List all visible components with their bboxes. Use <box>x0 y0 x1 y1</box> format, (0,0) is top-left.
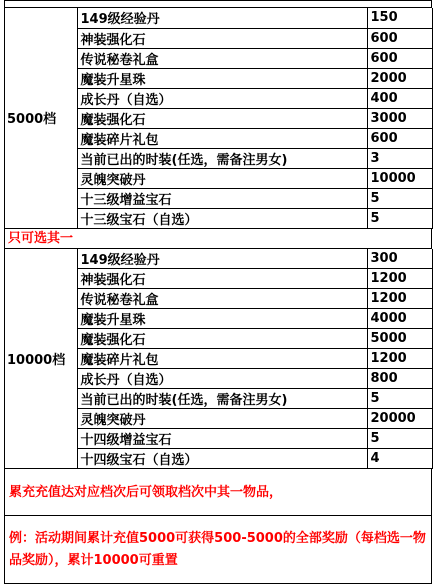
item-name: 传说秘卷礼盒 <box>77 289 367 309</box>
footer-example: 例：活动期间累计充值5000可获得500-5000的全部奖励（每档选一物品奖励），累计10000可重置 <box>5 516 432 584</box>
item-name: 神装强化石 <box>77 28 367 48</box>
tier-label: 10000档 <box>5 249 77 469</box>
item-name: 魔装碎片礼包 <box>77 349 367 369</box>
item-quantity: 400 <box>367 88 432 108</box>
section-note: 只可选其一 <box>5 229 432 249</box>
item-quantity: 3 <box>367 148 432 168</box>
item-quantity: 5 <box>367 429 432 449</box>
item-quantity: 600 <box>367 128 432 148</box>
item-quantity: 20000 <box>367 409 432 429</box>
footer-rule: 累充充值达对应档次后可领取档次中其一物品， <box>5 469 432 516</box>
reward-table-sheet <box>4 0 432 584</box>
tier-10000-table <box>5 249 433 470</box>
item-name: 魔装升星珠 <box>77 309 367 329</box>
item-name: 十三级宝石（自选） <box>77 208 367 228</box>
item-name: 传说秘卷礼盒 <box>77 48 367 68</box>
table-row <box>5 8 432 28</box>
item-name: 十四级增益宝石 <box>77 429 367 449</box>
item-quantity: 1200 <box>367 269 432 289</box>
item-quantity: 600 <box>367 48 432 68</box>
item-quantity: 300 <box>367 249 432 269</box>
item-quantity: 5 <box>367 389 432 409</box>
item-name: 魔装强化石 <box>77 329 367 349</box>
item-quantity: 800 <box>367 369 432 389</box>
item-name: 十三级增益宝石 <box>77 188 367 208</box>
item-name: 成长丹（自选） <box>77 369 367 389</box>
item-quantity: 2000 <box>367 68 432 88</box>
item-quantity: 1200 <box>367 349 432 369</box>
item-quantity: 3000 <box>367 108 432 128</box>
tier-label: 5000档 <box>5 8 77 228</box>
item-quantity: 10000 <box>367 168 432 188</box>
item-quantity: 4000 <box>367 309 432 329</box>
item-name: 灵魄突破丹 <box>77 409 367 429</box>
item-name: 当前已出的时装(任选，需备注男女) <box>77 389 367 409</box>
tier-5000-table <box>5 8 433 229</box>
item-quantity: 600 <box>367 28 432 48</box>
item-quantity: 1200 <box>367 289 432 309</box>
item-quantity: 150 <box>367 8 432 28</box>
item-quantity: 5 <box>367 208 432 228</box>
item-name: 成长丹（自选） <box>77 88 367 108</box>
top-note <box>5 1 432 8</box>
item-name: 149级经验丹 <box>77 8 367 28</box>
item-quantity: 4 <box>367 449 432 469</box>
item-name: 当前已出的时装(任选，需备注男女) <box>77 148 367 168</box>
item-name: 十四级宝石（自选） <box>77 449 367 469</box>
item-name: 神装强化石 <box>77 269 367 289</box>
item-name: 149级经验丹 <box>77 249 367 269</box>
item-name: 魔装碎片礼包 <box>77 128 367 148</box>
item-name: 魔装强化石 <box>77 108 367 128</box>
item-name: 魔装升星珠 <box>77 68 367 88</box>
item-quantity: 5 <box>367 188 432 208</box>
item-quantity: 5000 <box>367 329 432 349</box>
table-row <box>5 249 432 269</box>
item-name: 灵魄突破丹 <box>77 168 367 188</box>
